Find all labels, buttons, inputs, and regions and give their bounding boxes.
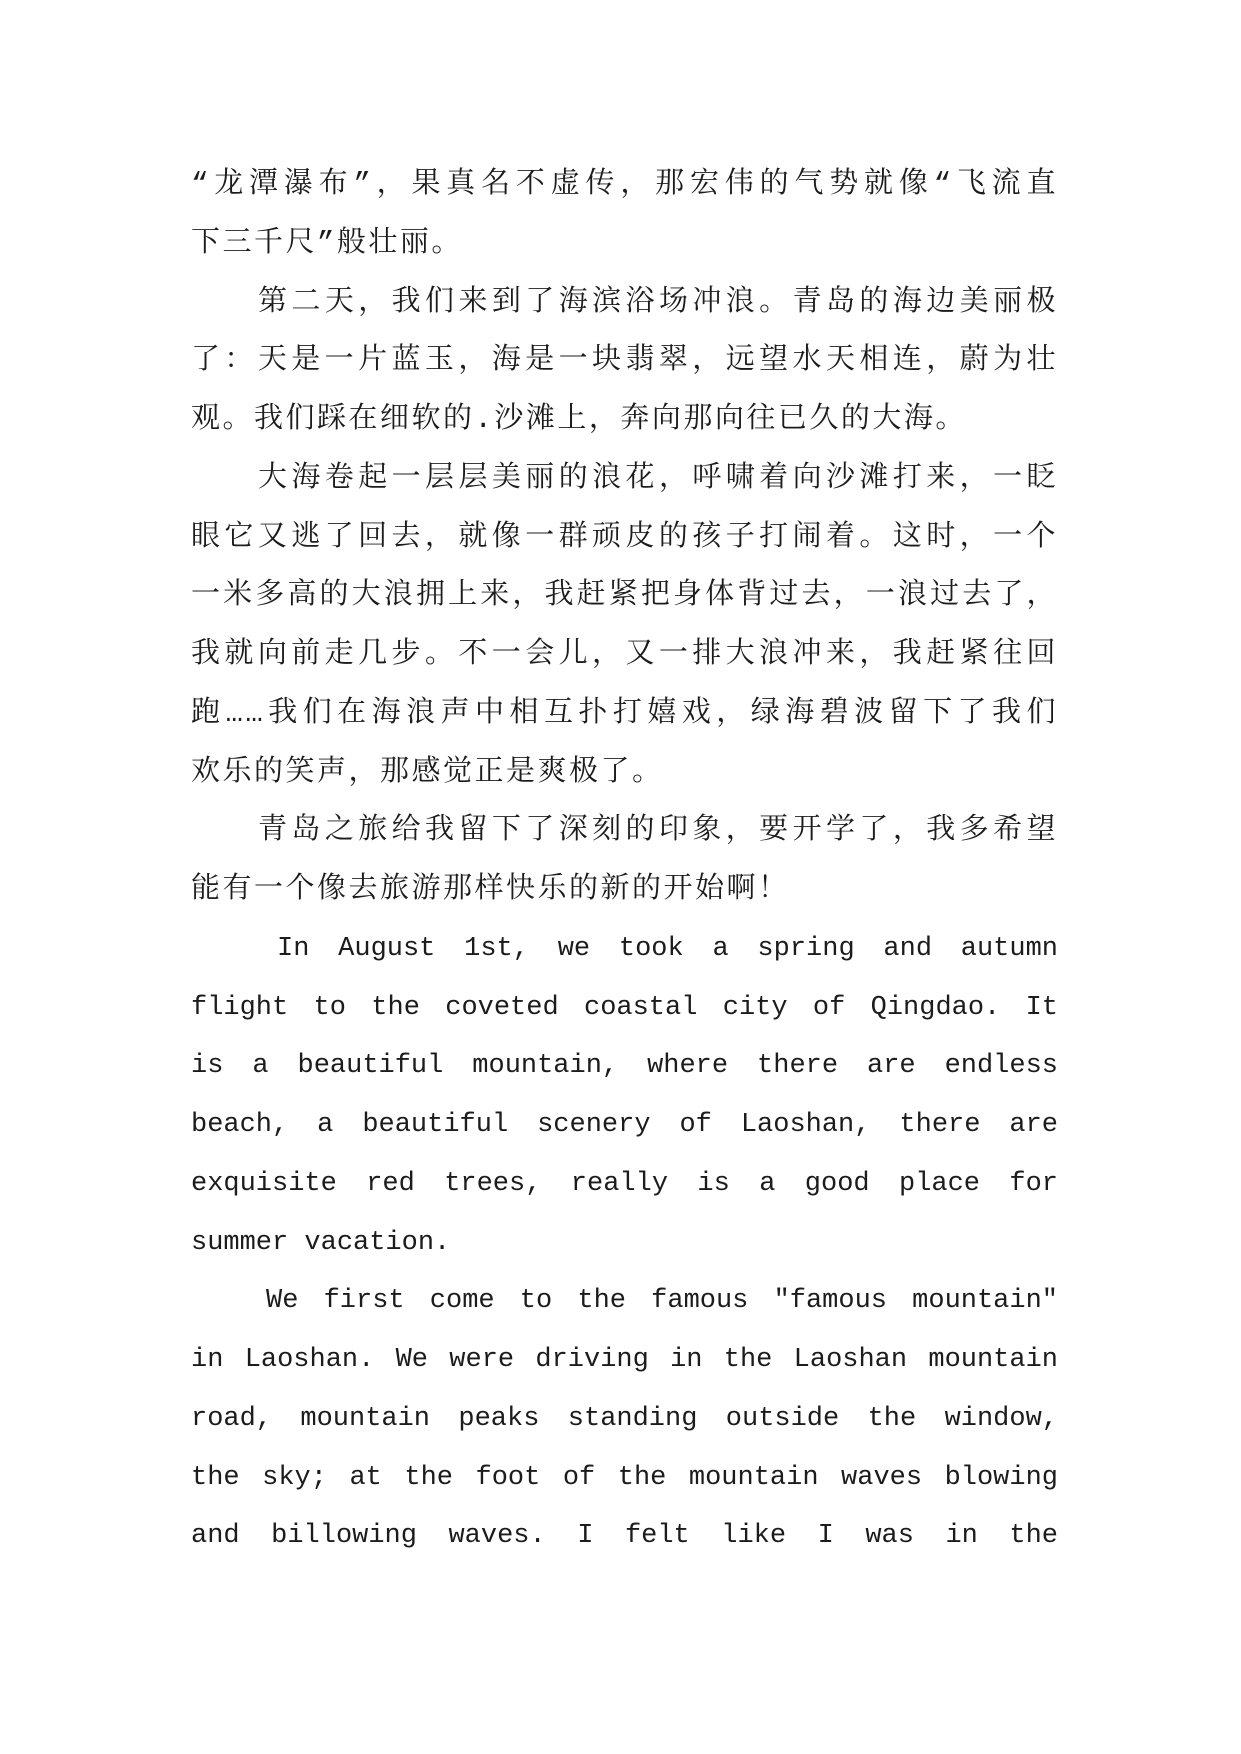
text-line: 了：天是一片蓝玉，海是一块翡翠，远望水天相连，蔚为壮 <box>191 344 1058 378</box>
text-line: 跑……我们在海浪声中相互扑打嬉戏，绿海碧波留下了我们 <box>191 696 1058 730</box>
text-line: summer vacation. <box>191 1227 451 1258</box>
paragraph-1 <box>191 156 1058 274</box>
paragraph-2 <box>191 274 1058 450</box>
text-line: exquisite red trees, really is a good place for <box>191 1168 1058 1199</box>
text-line: and billowing waves. I felt like I was in the <box>191 1521 1058 1552</box>
paragraph-4 <box>191 802 1058 920</box>
paragraph-5 <box>191 920 1058 1273</box>
paragraph-3 <box>191 450 1058 803</box>
text-line: flight to the coveted coastal city of Qingdao. It <box>191 992 1058 1023</box>
text-line: road, mountain peaks standing outside the window, <box>191 1403 1058 1434</box>
text-line: In August 1st, we took a spring and autumn <box>277 933 1058 964</box>
text-line: 欢乐的笑声，那感觉正是爽极了。 <box>191 755 664 789</box>
text-line: in Laoshan. We were driving in the Laoshan mountain <box>191 1345 1058 1375</box>
text-line: “龙潭瀑布”，果真名不虚传，那宏伟的气势就像“飞流直 <box>191 168 1058 201</box>
text-line: beach, a beautiful scenery of Laoshan, there are <box>191 1110 1058 1140</box>
text-line: 第二天，我们来到了海滨浴场冲浪。青岛的海边美丽极 <box>258 285 1058 319</box>
text-line: the sky; at the foot of the mountain waves blowing <box>191 1462 1058 1493</box>
text-line: 观。我们踩在细软的.沙滩上，奔向那向往已久的大海。 <box>191 403 967 436</box>
text-line: 眼它又逃了回去，就像一群顽皮的孩子打闹着。这时，一个 <box>191 520 1058 554</box>
text-line: 能有一个像去旅游那样快乐的新的开始啊！ <box>191 873 790 906</box>
text-line: 下三千尺”般壮丽。 <box>191 226 463 260</box>
text-line: 青岛之旅给我留下了深刻的印象，要开学了，我多希望 <box>258 814 1058 848</box>
text-line: 我就向前走几步。不一会儿，又一排大浪冲来，我赶紧往回 <box>191 638 1058 671</box>
text-line: 大海卷起一层层美丽的浪花，呼啸着向沙滩打来，一眨 <box>258 461 1058 495</box>
paragraph-6 <box>191 1272 1058 1566</box>
text-line: We first come to the famous "famous mountain" <box>266 1286 1058 1317</box>
text-line: is a beautiful mountain, where there are endless <box>191 1051 1058 1082</box>
body-text <box>191 156 1058 1566</box>
text-line: 一米多高的大浪拥上来，我赶紧把身体背过去，一浪过去了， <box>191 579 1058 613</box>
